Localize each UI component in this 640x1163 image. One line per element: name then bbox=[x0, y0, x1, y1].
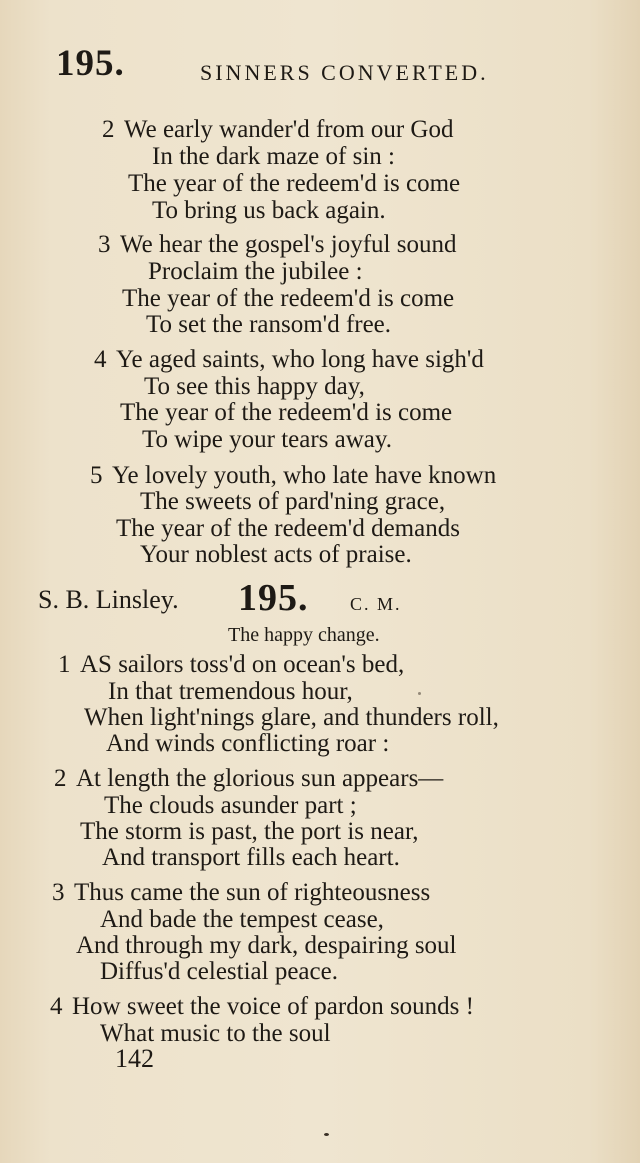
verse-line: 3 We hear the gospel's joyful sound bbox=[98, 231, 457, 258]
verse-line: When light'nings glare, and thunders roll, bbox=[84, 704, 499, 731]
verse-line: The year of the redeem'd is come bbox=[120, 399, 453, 426]
verse-number: 1 bbox=[58, 651, 71, 678]
verse-number: 4 bbox=[50, 993, 63, 1020]
hymn-author: S. B. Linsley. bbox=[38, 585, 179, 614]
verse-line: And bade the tempest cease, bbox=[100, 906, 384, 933]
page-number: 195. bbox=[56, 43, 125, 84]
verse-line: The year of the redeem'd demands bbox=[116, 515, 460, 542]
running-title: SINNERS CONVERTED. bbox=[200, 60, 489, 85]
verse-line: 3 Thus came the sun of righteousness bbox=[52, 879, 431, 906]
verse-number: 5 bbox=[90, 462, 103, 489]
hymn-subtitle: The happy change. bbox=[228, 624, 380, 646]
verse-line: And transport fills each heart. bbox=[102, 844, 400, 871]
ink-speck bbox=[324, 1133, 329, 1136]
verse-line: And winds conflicting roar : bbox=[106, 730, 390, 757]
verse-line: To wipe your tears away. bbox=[142, 426, 393, 453]
verse-line: In the dark maze of sin : bbox=[152, 143, 395, 170]
ink-speck bbox=[418, 692, 421, 695]
verse-line: In that tremendous hour, bbox=[108, 678, 353, 705]
verse-line: The year of the redeem'd is come bbox=[128, 170, 461, 197]
verse-number: 4 bbox=[94, 346, 107, 373]
verse-line: The storm is past, the port is near, bbox=[80, 818, 419, 845]
hymn-number: 195. bbox=[238, 577, 309, 619]
verse-line: 4 Ye aged saints, who long have sigh'd bbox=[94, 346, 484, 373]
verse-line: 5 Ye lovely youth, who late have known bbox=[90, 462, 497, 489]
verse-line: To see this happy day, bbox=[144, 373, 365, 400]
verse-line: To bring us back again. bbox=[152, 197, 386, 224]
verse-line: The sweets of pard'ning grace, bbox=[140, 488, 446, 515]
verse-line: To set the ransom'd free. bbox=[146, 311, 392, 338]
verse-line: Diffus'd celestial peace. bbox=[100, 958, 338, 985]
verse-line: And through my dark, despairing soul bbox=[76, 932, 457, 959]
verse-line: Your noblest acts of praise. bbox=[140, 541, 412, 568]
folio-number: 142 bbox=[115, 1044, 154, 1073]
verse-line: 1 AS sailors toss'd on ocean's bed, bbox=[58, 651, 405, 678]
verse-number: 3 bbox=[52, 879, 65, 906]
verse-line: 2 We early wander'd from our God bbox=[102, 116, 454, 143]
verse-line: Proclaim the jubilee : bbox=[148, 258, 363, 285]
verse-line: The clouds asunder part ; bbox=[104, 792, 357, 819]
hymn-meter: C. M. bbox=[350, 594, 402, 614]
verse-number: 2 bbox=[54, 765, 67, 792]
verse-number: 3 bbox=[98, 231, 111, 258]
verse-line: 2 At length the glorious sun appears— bbox=[54, 765, 444, 792]
verse-line: What music to the soul bbox=[100, 1020, 331, 1047]
verse-line: 4 How sweet the voice of pardon sounds ! bbox=[50, 993, 474, 1020]
verse-line: The year of the redeem'd is come bbox=[122, 285, 455, 312]
verse-number: 2 bbox=[102, 116, 115, 143]
